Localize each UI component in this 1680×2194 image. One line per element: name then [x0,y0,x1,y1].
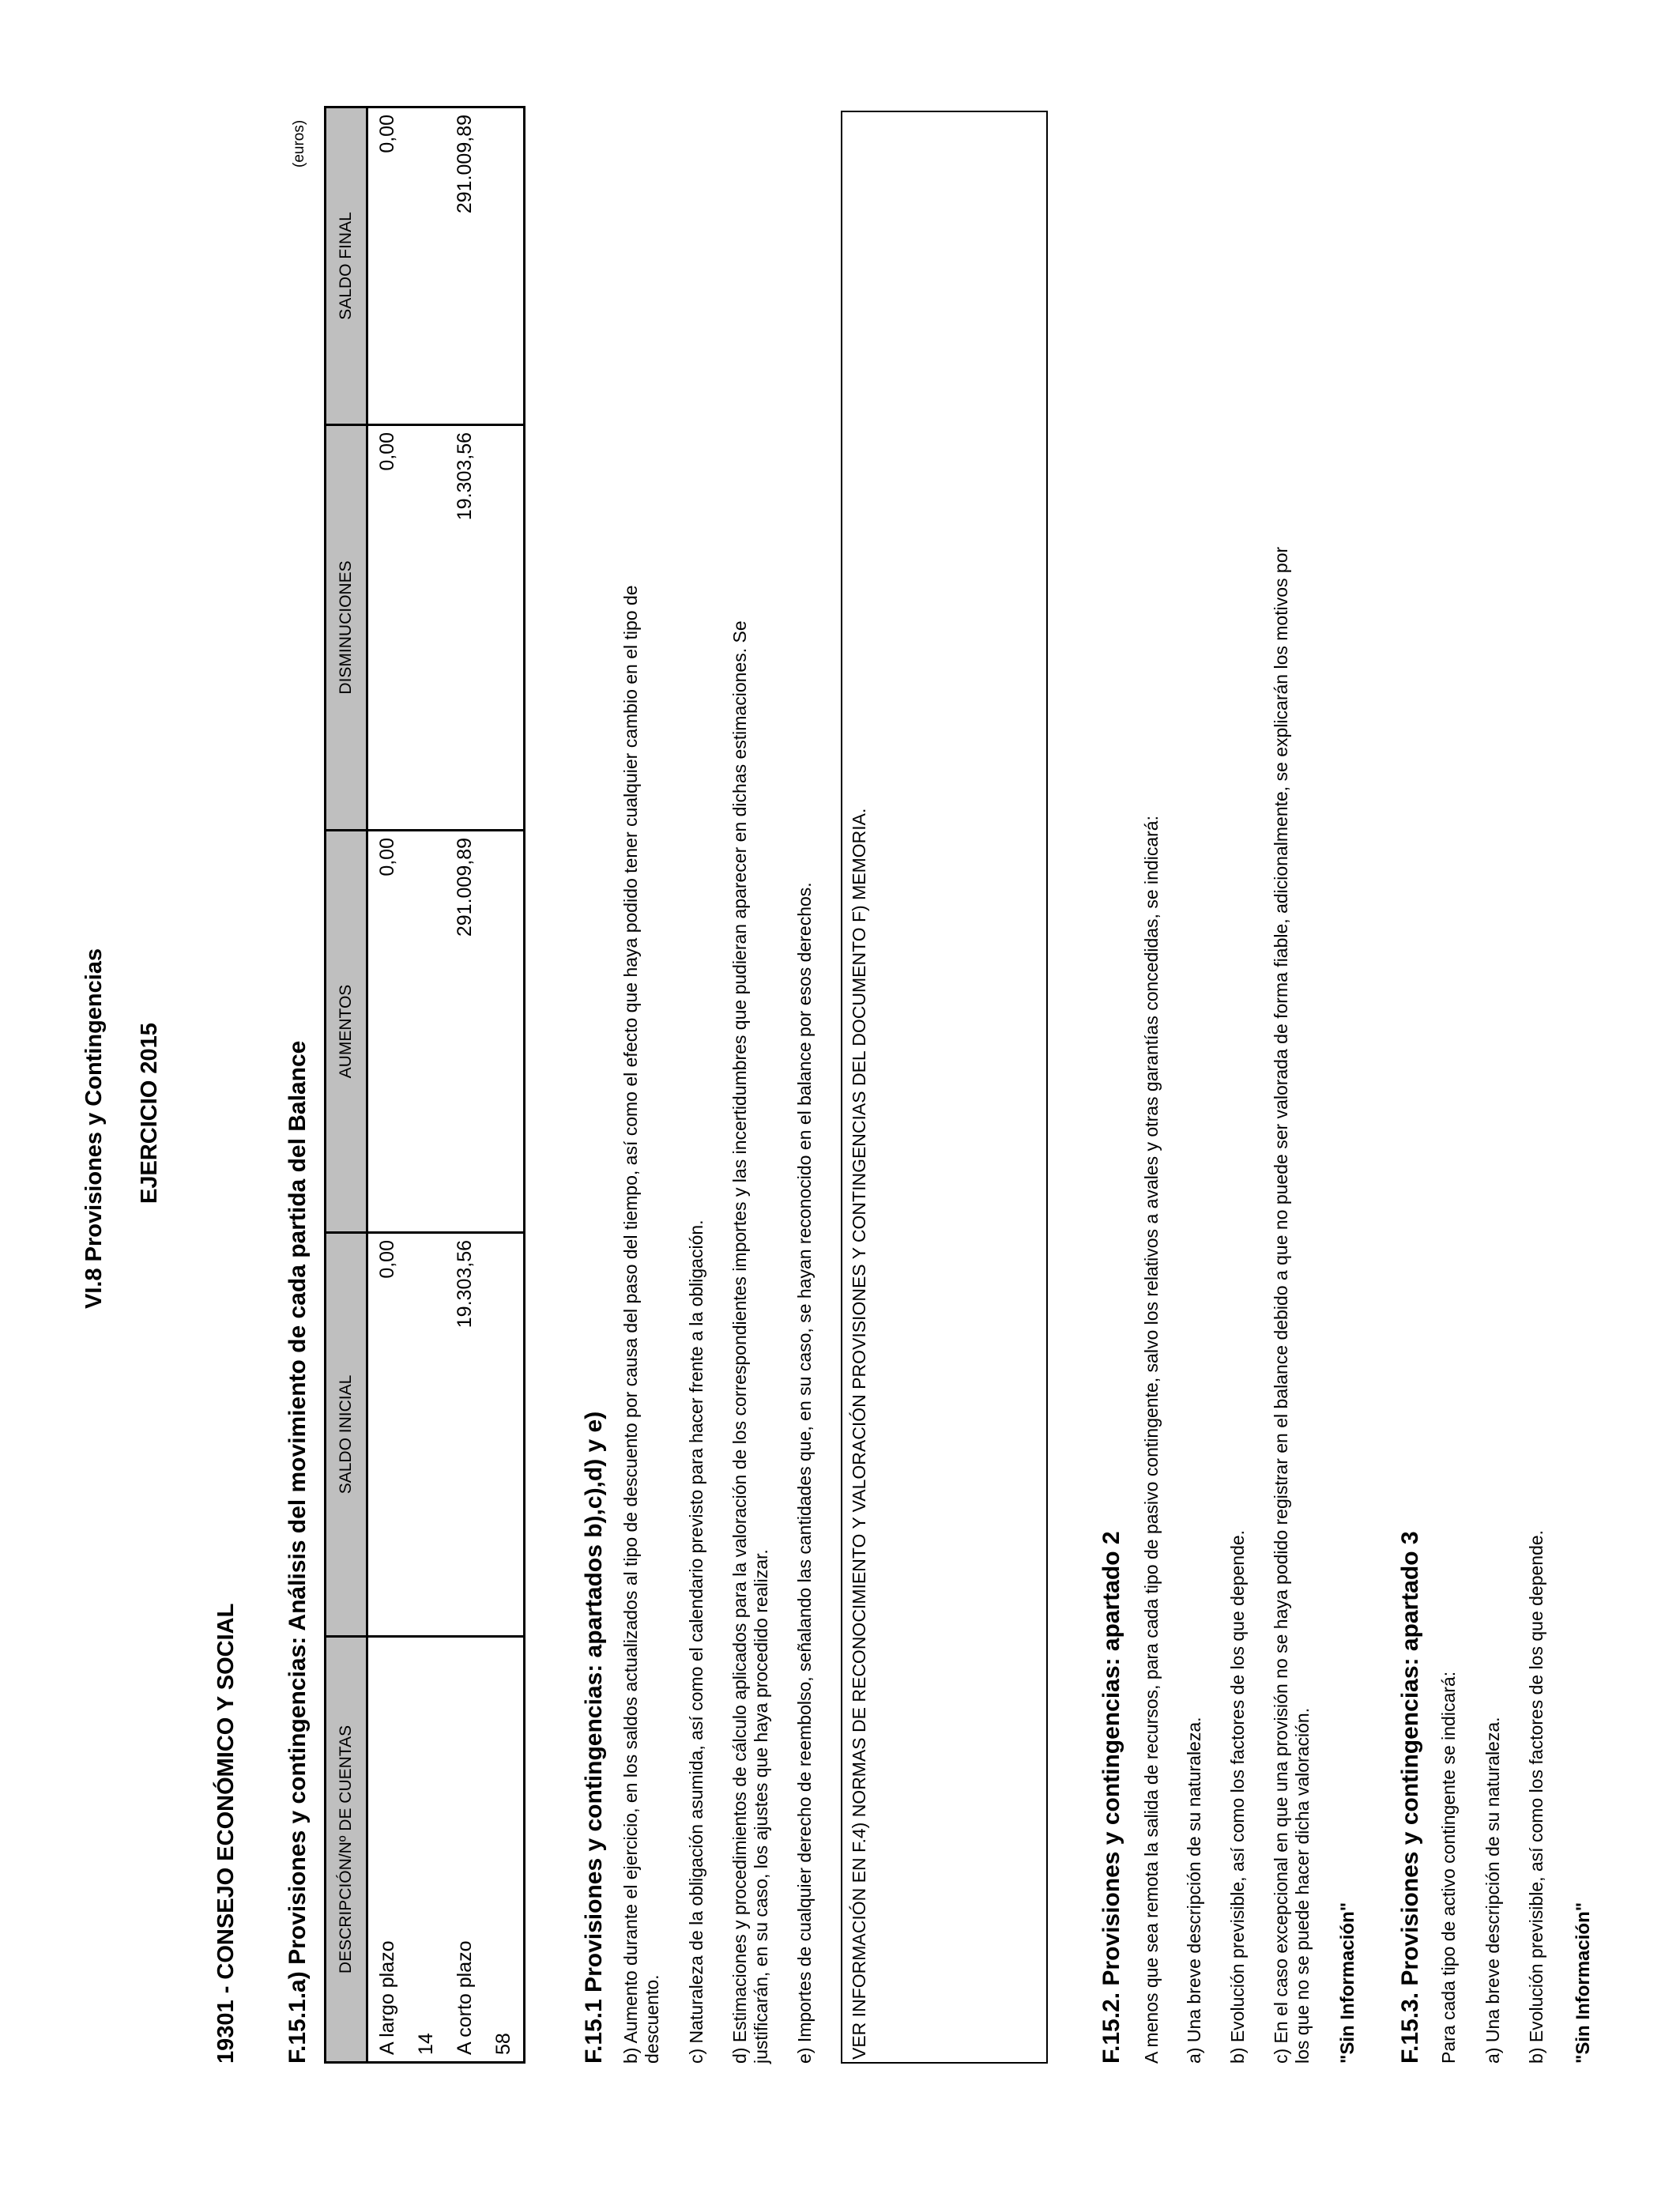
table-row [446,107,484,2063]
col-header-saldo-inicial: SALDO INICIAL [326,1233,367,1637]
info-box [841,111,1048,2064]
section-3-b: b) Evolución previsible, así como los factores de los que depende. [1526,1529,1546,2064]
movement-table-wrap [213,0,719,2194]
section-2-intro: A menos que sea remota la salida de recursos, para cada tipo de pasivo contingente, salvo los relativos a avales y otras garantías concedidas, se indicará: [1141,816,1162,2064]
item-e: e) Importes de cualquier derecho de reembolso, señalando las cantidades que, en su caso, se hayan reconocido en el balance por esos derechos. [794,882,815,2064]
cell-aumentos: 0,00 [367,831,408,1233]
cell-desc: A corto plazo [446,1637,484,2063]
item-d-line1: d) Estimaciones y procedimientos de cálculo aplicados para la valoración de los correspondientes importes y las incertidumbres que pudieran aparecer en dichas estimaciones. Se [729,620,750,2064]
table-row [367,107,408,2063]
section-3-note: "Sin Información" [1573,1902,1594,2064]
section-2-b: b) Evolución previsible, así como los factores de los que depende. [1227,1529,1248,2064]
page-title: VI.8 Provisiones y Contingencias [81,948,107,1309]
section-2-c-line1: c) En el caso excepcional en que una provisión no se haya podido registrar en el balance debido a que no puede ser valorada de forma fiable, adicionalmente, se explicarán los motivos por [1271,546,1291,2064]
col-header-descripcion: DESCRIPCIÓN/Nº DE CUENTAS [326,1637,367,2063]
cell-aumentos: 291.009,89 [446,831,484,1233]
section-2-note: "Sin Información" [1337,1902,1358,2064]
cell-saldo-final [484,107,525,425]
section-3-intro: Para cada tipo de activo contingente se indicará: [1438,1671,1459,2064]
unit-label: (euros) [291,119,307,168]
col-header-disminuciones: DISMINUCIONES [326,425,367,831]
section-2-c-line2: los que no se puede hacer dicha valoración. [1292,1707,1313,2064]
item-c: c) Naturaleza de la obligación asumida, así como el calendario previsto para hacer frente a la obligación. [686,1220,706,2064]
cell-aumentos [484,831,525,1233]
page-subtitle: EJERCICIO 2015 [137,1023,162,1204]
col-header-saldo-final: SALDO FINAL [326,107,367,425]
cell-desc: A largo plazo [367,1637,408,2063]
table-header-row [326,107,367,2063]
cell-saldo-inicial [407,1233,446,1637]
item-b-line2: descuento. [642,1974,662,2064]
cell-saldo-inicial [484,1233,525,1637]
cell-aumentos [407,831,446,1233]
item-b-line1: b) Aumento durante el ejercicio, en los saldos actualizados al tipo de descuento por causa del paso del tiempo, así como el efecto que haya podido tener cualquier cambio en el tipo de [620,585,641,2064]
section-a-heading: F.15.1.a) Provisiones y contingencias: Análisis del movimiento de cada partida del Balance [284,1040,311,2064]
cell-saldo-final: 291.009,89 [446,107,484,425]
cell-disminuciones [484,425,525,831]
cell-saldo-final [407,107,446,425]
cell-disminuciones [407,425,446,831]
cell-saldo-inicial: 0,00 [367,1233,408,1637]
cell-disminuciones: 19.303,56 [446,425,484,831]
item-d-line2: justificarán, en su caso, los ajustes que haya procedido realizar. [751,1549,771,2064]
section-3-a: a) Una breve descripción de su naturaleza. [1482,1717,1503,2064]
cell-saldo-final: 0,00 [367,107,408,425]
section-2-a: a) Una breve descripción de su naturaleza. [1184,1717,1204,2064]
col-header-aumentos: AUMENTOS [326,831,367,1233]
table-row [484,107,525,2063]
section-3-heading: F.15.3. Provisiones y contingencias: apartado 3 [1397,1531,1423,2064]
section-2-heading: F.15.2. Provisiones y contingencias: apartado 2 [1098,1531,1124,2064]
cell-saldo-inicial: 19.303,56 [446,1233,484,1637]
info-box-text: VER INFORMACIÓN EN F.4) NORMAS DE RECONOCIMIENTO Y VALORACIÓN PROVISIONES Y CONTINGENCIAS DEL DOCUMENTO F) MEMORIA. [849,808,869,2060]
cell-desc: 14 [407,1637,446,2063]
table-row [407,107,446,2063]
cell-disminuciones: 0,00 [367,425,408,831]
cell-desc: 58 [484,1637,525,2063]
movement-table [324,106,525,2064]
entity-name: 19301 - CONSEJO ECONÓMICO Y SOCIAL [213,1603,239,2064]
section-bde-heading: F.15.1 Provisiones y contingencias: apartados b),c),d) y e) [581,1411,607,2064]
